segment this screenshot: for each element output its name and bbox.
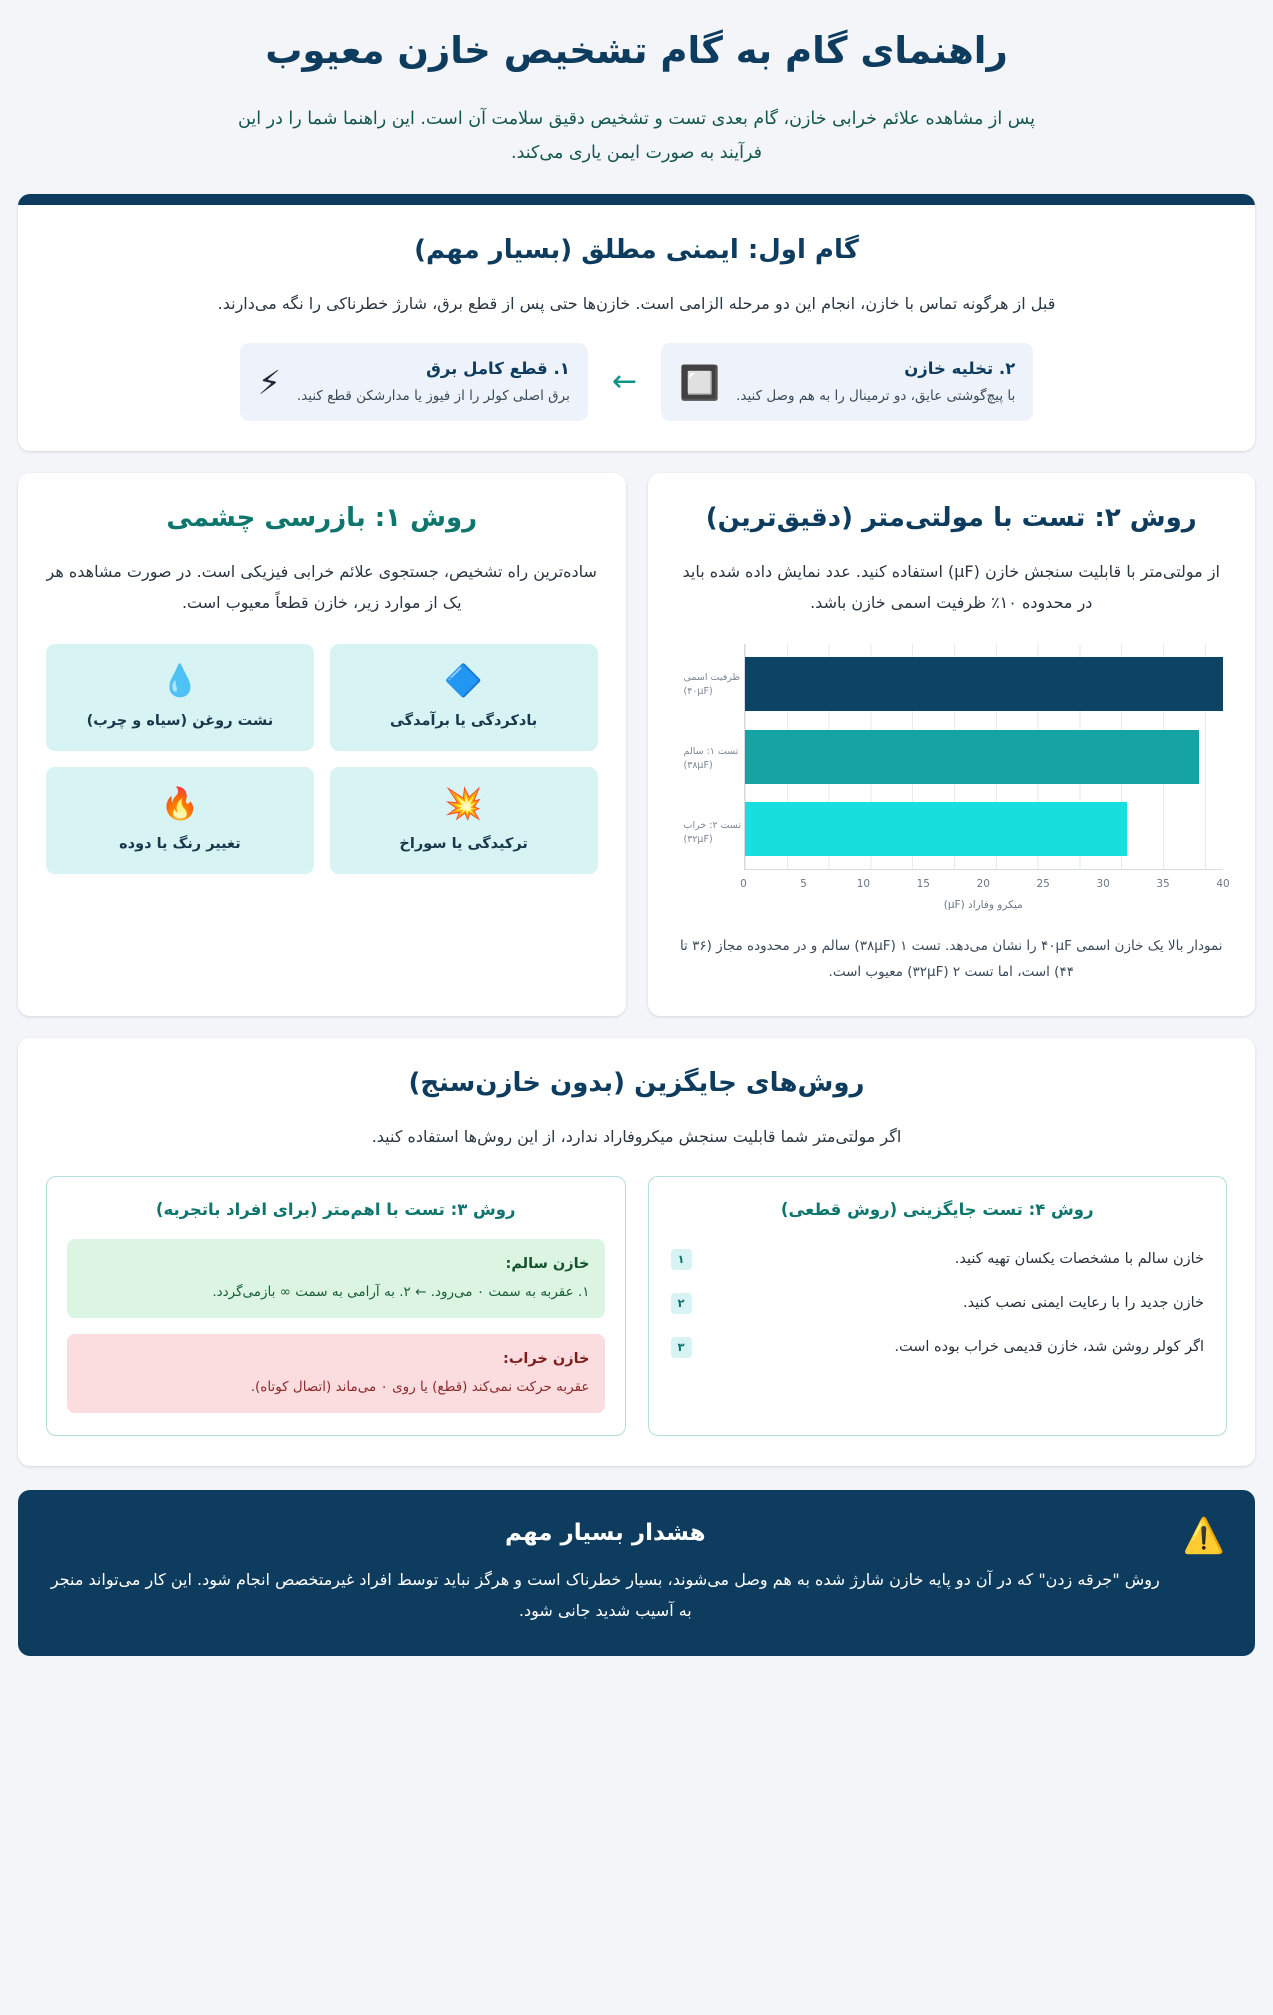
alternatives-grid bbox=[46, 1176, 1227, 1436]
replacement-step-2-text: خازن جدید را با رعایت ایمنی نصب کنید. bbox=[963, 1295, 1204, 1312]
chart-x-tick-35: 35 bbox=[1156, 878, 1170, 891]
safety-step-power-off bbox=[240, 343, 588, 420]
list-item bbox=[669, 1237, 1207, 1281]
multimeter-description: از مولتی‌متر با قابلیت سنجش خازن (µF) استفاده کنید. عدد نمایش داده شده باید در محدوده ۱۰٪ ظرفیت اسمی خازن باشد. bbox=[682, 561, 1220, 612]
visual-symptom-oil-leak bbox=[46, 644, 314, 751]
warning-banner bbox=[18, 1490, 1255, 1657]
visual-symptom-burn-label: تغییر رنگ یا دوده bbox=[119, 836, 241, 853]
ohm-faulty-body: عقربه حرکت نمی‌کند (قطع) یا روی ۰ می‌ماند (اتصال کوتاه). bbox=[250, 1378, 590, 1395]
ohm-healthy-title: خازن سالم: bbox=[505, 1256, 590, 1273]
chart-x-tick-5: 5 bbox=[800, 878, 807, 891]
oil-leak-icon: 💧 bbox=[160, 663, 200, 700]
page-title: راهنمای گام به گام تشخیص خازن معیوب bbox=[265, 29, 1008, 72]
chart-y-label-0: ظرفیت اسمی (۴۰µF) bbox=[683, 671, 741, 698]
safety-step-2-desc: با پیچ‌گوشتی عایق، دو ترمینال را به هم وصل کنید. bbox=[736, 387, 1016, 404]
visual-symptom-bulge bbox=[330, 644, 598, 751]
visual-symptom-crack bbox=[330, 767, 598, 874]
alternatives-title: روش‌های جایگزین (بدون خازن‌سنج) bbox=[408, 1067, 865, 1098]
warning-triangle-icon: ⚠️ bbox=[1182, 1515, 1225, 1556]
method-ohmmeter-box bbox=[46, 1176, 626, 1436]
chart-x-tick-25: 25 bbox=[1036, 878, 1050, 891]
arrow-left-icon: ← bbox=[611, 364, 637, 400]
chart-x-axis-title: میکرو وفاراد (µF) bbox=[943, 899, 1023, 912]
visual-symptom-bulge-label: بادکردگی یا برآمدگی bbox=[390, 713, 538, 730]
chart-x-tick-40: 40 bbox=[1216, 878, 1230, 891]
chart-x-axis bbox=[740, 874, 1230, 896]
visual-symptom-crack-label: ترکیدگی یا سوراخ bbox=[399, 836, 528, 853]
multimeter-title: روش ۲: تست با مولتی‌متر (دقیق‌ترین) bbox=[705, 502, 1197, 533]
burn-soot-icon: 🔥 bbox=[160, 786, 200, 823]
safety-step-1-desc: برق اصلی کولر را از فیوز یا مدارشکن قطع کنید. bbox=[296, 387, 570, 404]
chart-x-tick-20: 20 bbox=[976, 878, 990, 891]
safety-step-1-title: ۱. قطع کامل برق bbox=[426, 359, 570, 379]
chart-bar-row bbox=[745, 720, 1224, 792]
chart-note: نمودار بالا یک خازن اسمی ۴۰µF را نشان می‌دهد. تست ۱ (۳۸µF) سالم و در محدوده مجاز (۳۶ تا ۴۴) است، اما تست ۲ (۳۲µF) معیوب است. bbox=[679, 938, 1223, 981]
chart-bar-row bbox=[745, 648, 1224, 720]
visual-symptoms-grid bbox=[46, 644, 598, 874]
safety-accent-bar bbox=[18, 194, 1255, 205]
warning-title: هشدار بسیار مهم bbox=[505, 1519, 706, 1546]
chart-bar-0 bbox=[745, 657, 1224, 711]
methods-row bbox=[18, 473, 1255, 1016]
multimeter-section bbox=[648, 473, 1256, 1016]
safety-description: قبل از هرگونه تماس با خازن، انجام این دو مرحله الزامی است. خازن‌ها حتی پس از قطع برق، شارژ خطرناکی را نگه می‌دارند. bbox=[217, 294, 1056, 314]
chart-x-tick-0: 0 bbox=[740, 878, 747, 891]
chart-bar-2 bbox=[745, 802, 1128, 856]
alternatives-description: اگر مولتی‌متر شما قابلیت سنجش میکروفاراد ندارد، از این روش‌ها استفاده کنید. bbox=[371, 1126, 902, 1146]
visual-inspection-section bbox=[18, 473, 626, 1016]
chart-plot-area bbox=[744, 644, 1224, 870]
chart-bar-1 bbox=[745, 730, 1200, 784]
replacement-step-3-number: ۳ bbox=[671, 1337, 692, 1358]
chart-y-label-1: تست ۱: سالم (۳۸µF) bbox=[683, 745, 739, 772]
ohm-healthy-pill bbox=[67, 1239, 605, 1318]
chart-x-tick-10: 10 bbox=[856, 878, 871, 891]
chart-x-tick-15: 15 bbox=[916, 878, 930, 891]
screwdriver-discharge-icon: 🔲 bbox=[678, 362, 721, 402]
capacitance-bar-chart bbox=[676, 644, 1228, 911]
visual-description: ساده‌ترین راه تشخیص، جستجوی علائم خرابی فیزیکی است. در صورت مشاهده هر یک از موارد زیر، خازن قطعاً معیوب است. bbox=[46, 561, 597, 612]
visual-title: روش ۱: بازرسی چشمی bbox=[166, 502, 478, 533]
chart-x-tick-30: 30 bbox=[1096, 878, 1110, 891]
method-replacement-title: روش ۴: تست جایگزینی (روش قطعی) bbox=[780, 1199, 1094, 1219]
ohm-faulty-pill bbox=[67, 1334, 605, 1413]
method-replacement-box bbox=[648, 1176, 1228, 1436]
alternatives-section bbox=[18, 1038, 1255, 1466]
safety-step-2-title: ۲. تخلیه خازن bbox=[904, 359, 1016, 379]
replacement-step-1-text: خازن سالم با مشخصات یکسان تهیه کنید. bbox=[954, 1251, 1204, 1268]
ohm-healthy-body: ۱. عقربه به سمت ۰ می‌رود. ← ۲. به آرامی به سمت ∞ بازمی‌گردد. bbox=[212, 1283, 590, 1300]
safety-steps-row bbox=[46, 343, 1227, 420]
replacement-steps-list bbox=[669, 1237, 1207, 1369]
lightning-bolt-icon: ⚡ bbox=[257, 362, 281, 402]
page-subtitle: پس از مشاهده علائم خرابی خازن، گام بعدی تست و تشخیص دقیق سلامت آن است. این راهنما شما را در این فرآیند به صورت ایمن یاری می‌کند. bbox=[238, 108, 1035, 164]
replacement-step-2-number: ۲ bbox=[671, 1293, 692, 1314]
list-item bbox=[669, 1325, 1207, 1369]
method-ohmmeter-title: روش ۳: تست با اهم‌متر (برای افراد باتجربه) bbox=[155, 1199, 516, 1219]
safety-title: گام اول: ایمنی مطلق (بسیار مهم) bbox=[414, 235, 859, 266]
ohm-faulty-title: خازن خراب: bbox=[503, 1350, 590, 1367]
chart-y-axis-labels bbox=[680, 644, 744, 874]
bulge-icon: 🔷 bbox=[444, 663, 483, 700]
chart-bar-row bbox=[745, 793, 1224, 865]
replacement-step-1-number: ۱ bbox=[671, 1249, 692, 1270]
safety-section bbox=[18, 194, 1255, 451]
warning-body: روش "جرقه زدن" که در آن دو پایه خازن شارژ شده به هم وصل می‌شوند، بسیار خطرناک است و هرگز نباید توسط افراد غیرمتخصص انجام شود. این کار می‌تواند منجر به آسیب شدید جانی شود. bbox=[50, 1570, 1160, 1621]
visual-symptom-burn bbox=[46, 767, 314, 874]
page-header bbox=[18, 0, 1255, 180]
chart-y-label-2: تست ۲: خراب (۳۲µF) bbox=[683, 819, 741, 846]
visual-symptom-oil-leak-label: نشت روغن (سیاه و چرب) bbox=[86, 713, 274, 730]
safety-step-discharge bbox=[661, 343, 1033, 420]
crack-burst-icon: 💥 bbox=[444, 786, 483, 823]
replacement-step-3-text: اگر کولر روشن شد، خازن قدیمی خراب بوده است. bbox=[894, 1339, 1204, 1356]
chart-bars bbox=[745, 644, 1224, 869]
list-item bbox=[669, 1281, 1207, 1325]
